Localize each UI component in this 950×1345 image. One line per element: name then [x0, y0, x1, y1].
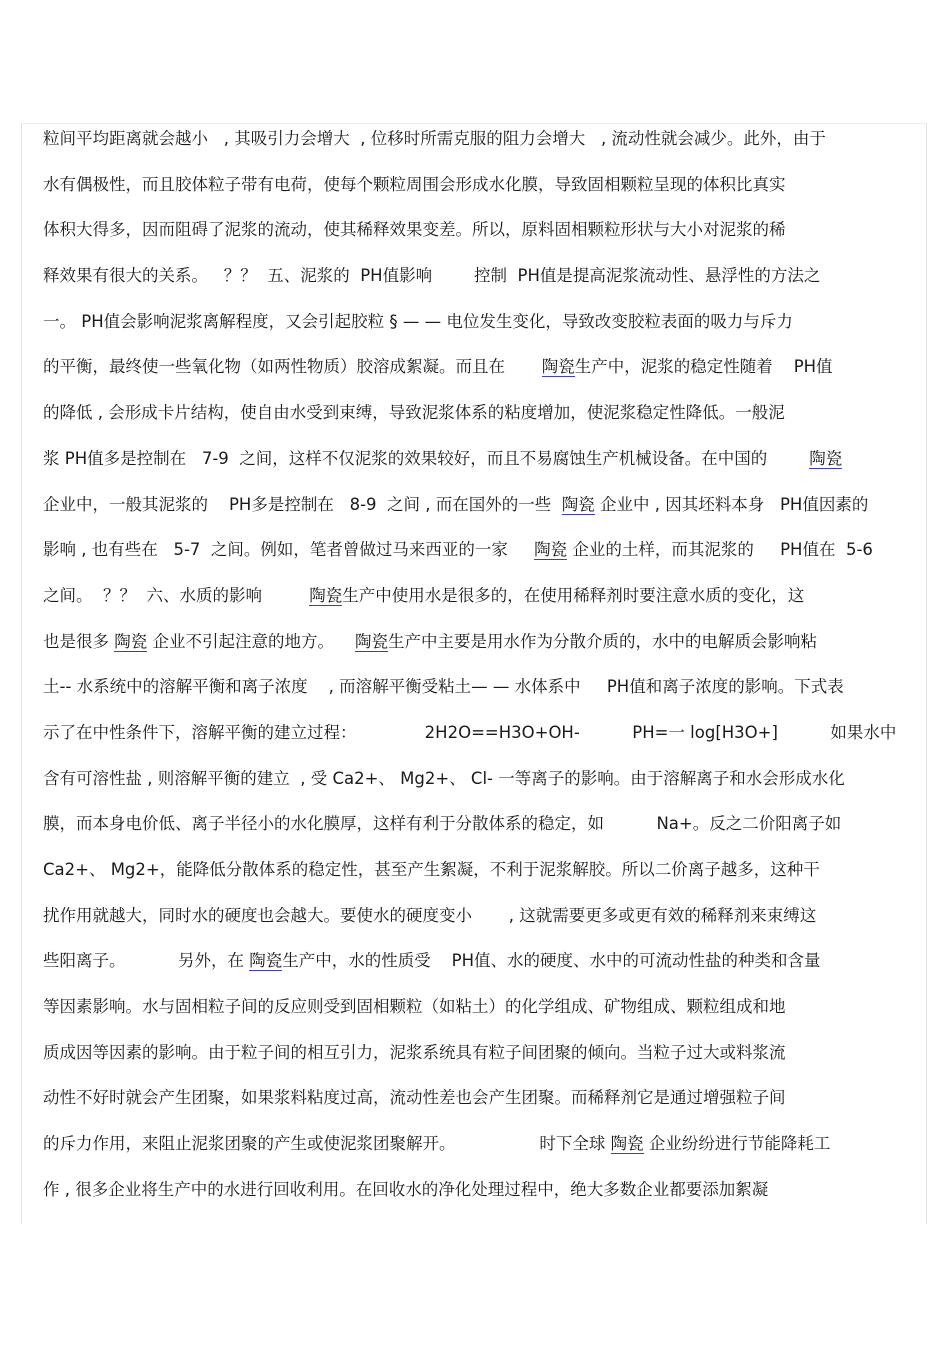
text-line: [43, 1175, 913, 1221]
text-line: [43, 672, 913, 718]
text-run: 的斥力作用，来阻止泥浆团聚的产生或使泥浆团聚解开。 时下全球: [43, 1134, 611, 1154]
text-run: 膜，而本身电价低、离子半径小的水化膜厚，这样有利于分散体系的稳定，如 Na+。反之二价阳离子如: [43, 814, 842, 834]
text-line: [43, 809, 913, 855]
text-run: 企业中 , 因其坯料本身 PH值因素的: [594, 494, 869, 514]
text-line: [43, 581, 913, 627]
keyword-link[interactable]: 陶瓷: [610, 1134, 644, 1154]
text-run: 释效果有很大的关系。 ？？ 五、泥浆的 PH值影响 控制 PH值是提高泥浆流动性、悬浮性的方法之: [43, 266, 821, 286]
text-line: [43, 398, 913, 444]
text-run: 土-- 水系统中的溶解平衡和离子浓度 , 而溶解平衡受粘土— — 水体系中 PH值和离子浓度的影响。下式表: [43, 677, 844, 697]
keyword-link[interactable]: 陶瓷: [534, 540, 568, 560]
text-run: 扰作用就越大，同时水的硬度也会越大。要使水的硬度变小 , 这就需要更多或更有效的稀释剂来束缚这: [43, 905, 817, 925]
keyword-link[interactable]: 陶瓷: [561, 494, 595, 514]
text-run: 水有偶极性，而且胶体粒子带有电荷，使每个颗粒周围会形成水化膜，导致固相颗粒呈现的体积比真实: [43, 174, 786, 194]
text-run: 生产中使用水是很多的，在使用稀释剂时要注意水质的变化，这: [342, 585, 805, 605]
text-run: 生产中主要是用水作为分散介质的，水中的电解质会影响粘: [387, 631, 817, 651]
text-line: [43, 170, 913, 216]
text-line: [43, 901, 913, 947]
text-line: [43, 352, 913, 398]
text-run: Ca2+、 Mg2+，能降低分散体系的稳定性，甚至产生絮凝，不利于泥浆解胶。所以二价离子越多，这种干: [43, 860, 820, 879]
document-body: [43, 124, 913, 1221]
text-line: [43, 855, 913, 901]
text-run: 些阳离子。 另外，在: [43, 951, 250, 971]
text-run: 生产中，泥浆的稳定性随着 PH值: [574, 357, 833, 377]
text-line: [43, 992, 913, 1038]
text-run: 生产中，水的性质受 PH值、水的硬度、水中的可流动性盐的种类和含量: [282, 951, 821, 971]
text-run: 浆 PH值多是控制在 7-9 之间，这样不仅泥浆的效果较好，而且不易腐蚀生产机械设备。在中国的: [43, 448, 810, 468]
text-line: [43, 535, 913, 581]
text-line: [43, 764, 913, 810]
text-line: [43, 124, 913, 170]
text-run: 等因素影响。水与固相粒子间的反应则受到固相颗粒（如粘土）的化学组成、矿物组成、颗粒组成和地: [43, 997, 786, 1017]
text-run: 的平衡，最终使一些氧化物（如两性物质）胶溶成絮凝。而且在: [43, 357, 542, 377]
text-run: 动性不好时就会产生团聚，如果浆料粘度过高，流动性差也会产生团聚。而稀释剂它是通过增强粒子间: [43, 1088, 786, 1108]
text-run: 体积大得多，因而阻碍了泥浆的流动，使其稀释效果变差。所以，原料固相颗粒形状与大小对泥浆的稀: [43, 220, 786, 240]
keyword-link[interactable]: 陶瓷: [809, 448, 843, 468]
text-line: [43, 627, 913, 673]
keyword-link[interactable]: 陶瓷: [309, 585, 343, 605]
text-run: 一。 PH值会影响泥浆离解程度，又会引起胶粒 § — — 电位发生变化，导致改变胶粒表面的吸力与斥力: [43, 311, 793, 331]
text-line: [43, 1038, 913, 1084]
keyword-link[interactable]: 陶瓷: [114, 631, 148, 651]
text-line: [43, 444, 913, 490]
text-line: [43, 215, 913, 261]
text-line: [43, 946, 913, 992]
text-line: [43, 261, 913, 307]
text-line: [43, 307, 913, 353]
text-run: 粒间平均距离就会越小 , 其吸引力会增大 , 位移时所需克服的阻力会增大 , 流动性就会减少。此外，由于: [43, 129, 826, 148]
text-run: 含有可溶性盐 , 则溶解平衡的建立 , 受 Ca2+、 Mg2+、 Cl- 一等离子的影响。由于溶解离子和水会形成水化: [43, 768, 845, 788]
text-line: [43, 718, 913, 764]
text-run: 企业中，一般其泥浆的 PH多是控制在 8-9 之间 , 而在国外的一些: [43, 494, 562, 514]
text-run: 企业纷纷进行节能降耗工: [643, 1134, 831, 1154]
text-line: [43, 1129, 913, 1175]
text-run: 作 , 很多企业将生产中的水进行回收利用。在回收水的净化处理过程中，绝大多数企业都要添加絮凝: [43, 1179, 769, 1199]
keyword-link[interactable]: 陶瓷: [541, 357, 575, 377]
text-run: 的降低 , 会形成卡片结构，使自由水受到束缚，导致泥浆体系的粘度增加，使泥浆稳定性降低。一般泥: [43, 403, 785, 423]
text-run: 质成因等因素的影响。由于粒子间的相互引力，泥浆系统具有粒子间团聚的倾向。当粒子过大或料浆流: [43, 1042, 786, 1062]
text-run: 也是很多: [43, 631, 115, 651]
keyword-link[interactable]: 陶瓷: [249, 951, 283, 971]
text-run: 企业的土样，而其泥浆的 PH值在 5-6: [567, 540, 873, 560]
text-run: 示了在中性条件下，溶解平衡的建立过程： 2H2O==H3O+OH- PH=一 log[H3O+] 如果水中: [43, 722, 897, 742]
text-run: 企业不引起注意的地方。: [147, 631, 355, 651]
text-run: 影响 , 也有些在 5-7 之间。例如，笔者曾做过马来西亚的一家: [43, 540, 535, 560]
text-line: [43, 1083, 913, 1129]
text-run: 之间。 ？？ 六、水质的影响: [43, 585, 310, 605]
keyword-link[interactable]: 陶瓷: [354, 631, 388, 651]
text-line: [43, 490, 913, 536]
